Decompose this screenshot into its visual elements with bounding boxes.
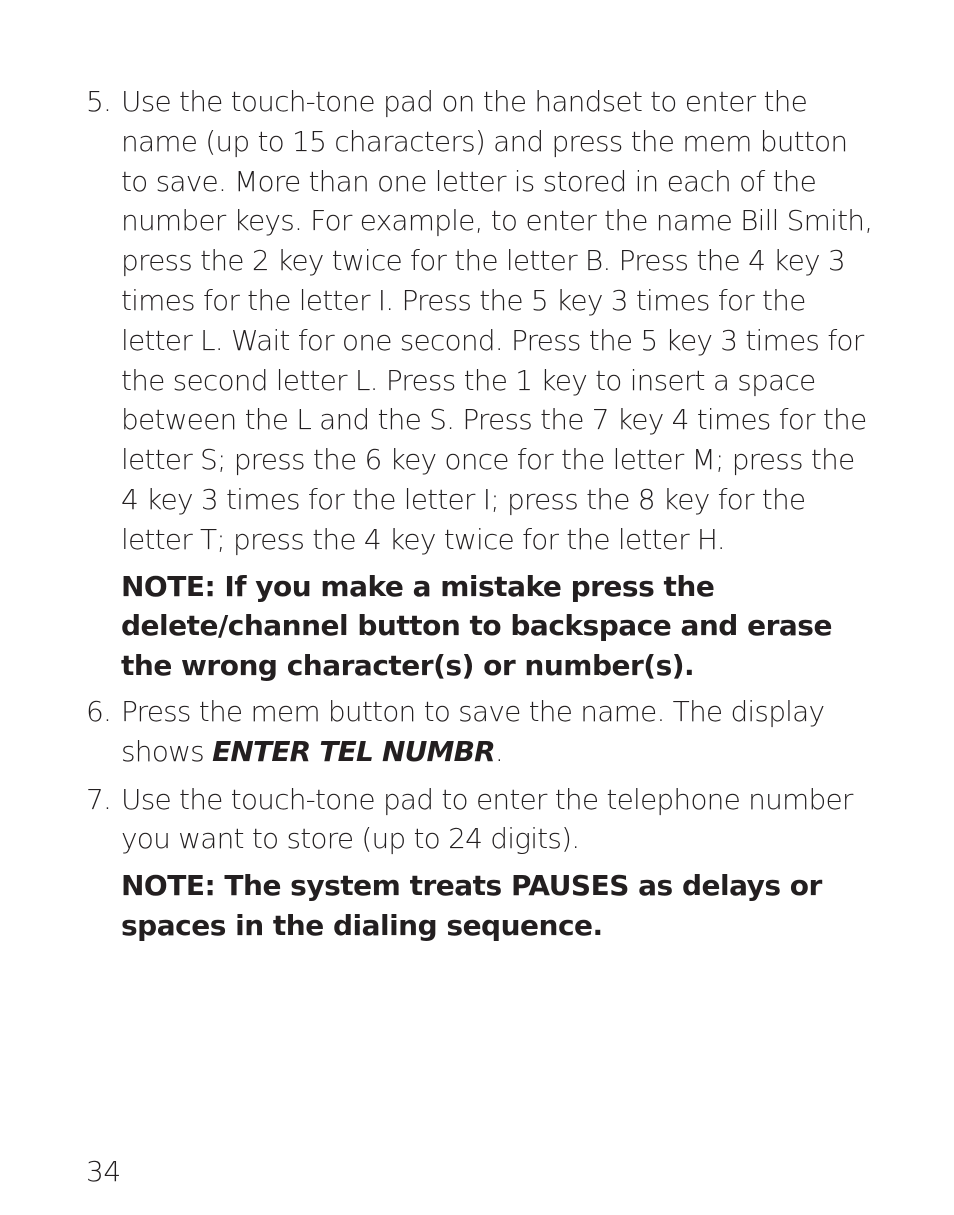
note-mistake: NOTE: If you make a mistake press the delete/channel button to backspace and erase the wrong character(s) or number(s).	[121, 569, 832, 683]
step-7	[86, 780, 876, 946]
step-5	[86, 82, 876, 686]
step-number: 7.	[86, 782, 112, 816]
step-text-before: Press the mem button to save the name. The display shows	[121, 694, 825, 768]
instruction-steps	[86, 82, 876, 946]
page-number: 34	[86, 1155, 121, 1188]
note-pauses: NOTE: The system treats PAUSES as delays or spaces in the dialing sequence.	[121, 869, 822, 942]
step-body	[121, 82, 876, 686]
step-6	[86, 692, 876, 772]
step-body	[121, 692, 876, 772]
step-number: 6.	[86, 694, 112, 728]
step-number: 5.	[86, 85, 112, 118]
step-text-after: .	[494, 734, 504, 768]
step-text	[121, 692, 876, 772]
display-message: ENTER TEL NUMBR	[212, 734, 495, 768]
step-body	[121, 780, 876, 946]
step-text: Use the touch-tone pad to enter the telephone number you want to store (up to 24 digits).	[121, 782, 853, 856]
step-text: Use the touch-tone pad on the handset to enter the name (up to 15 characters) and press the mem button to save. More than one letter is stored in each of the number keys. For example, to enter the name Bill Smith, press the 2 key twice for the letter B. Press the 4 key 3 times for the letter I. Press the 5 key 3 times for the letter L. Wait for one second. Press the 5 key 3 times for the second letter L. Press the 1 key to insert a space between the L and the S. Press the 7 key 4 times for the letter S; press the 6 key once for the letter M; press the 4 key 3 times for the letter I; press the 8 key for the letter T; press the 4 key twice for the letter H.	[121, 85, 873, 556]
